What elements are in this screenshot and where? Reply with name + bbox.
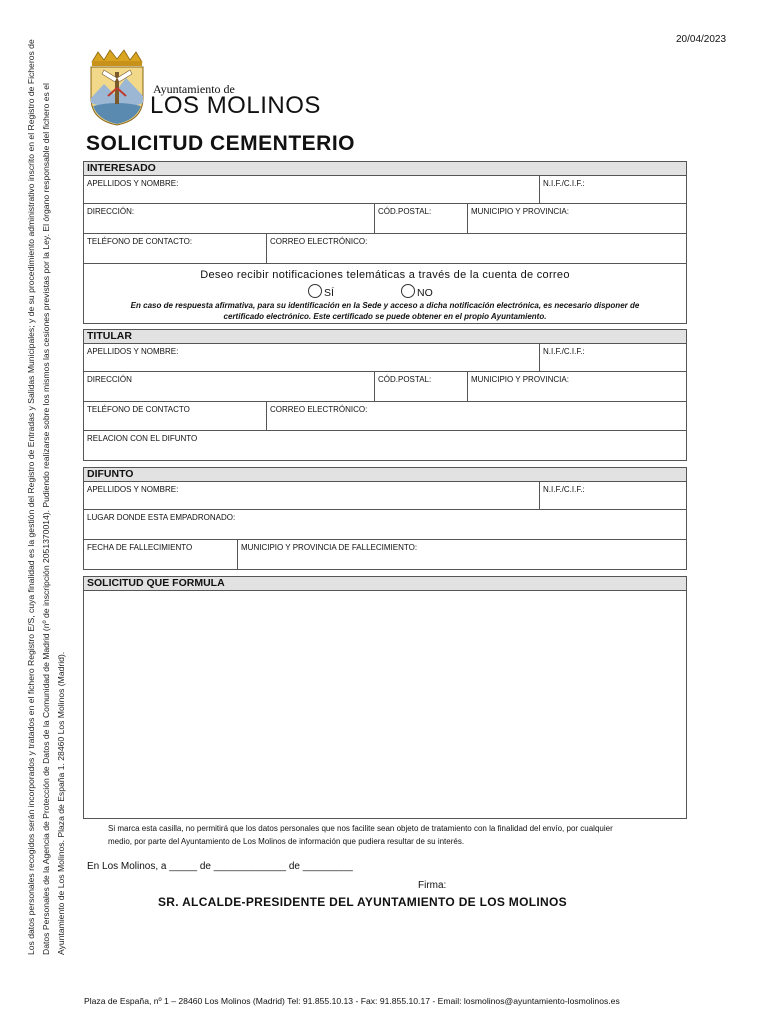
field-label: MUNICIPIO Y PROVINCIA DE FALLECIMIENTO: <box>241 543 418 552</box>
telefono-field[interactable] <box>84 234 266 263</box>
field-label: N.I.F./C.I.F.: <box>543 179 585 188</box>
field-label: APELLIDOS Y NOMBRE: <box>87 179 179 188</box>
option-si[interactable] <box>308 284 334 299</box>
correo-field[interactable] <box>266 234 686 263</box>
field-label: DIRECCIÓN: <box>87 207 135 216</box>
field-label: MUNICIPIO Y PROVINCIA: <box>471 375 569 384</box>
place-date-line[interactable]: En Los Molinos, a _____ de _____________ de _________ <box>87 861 353 872</box>
option-label: NO <box>417 287 433 299</box>
row-contacto <box>84 234 686 264</box>
row-contacto <box>84 402 686 431</box>
option-label: SÍ <box>324 287 334 299</box>
field-label: FECHA DE FALLECIMIENTO <box>87 543 193 552</box>
row-nombre <box>84 176 686 204</box>
nif-field[interactable] <box>539 176 686 203</box>
field-label: APELLIDOS Y NOMBRE: <box>87 347 179 356</box>
section-solicitud <box>83 576 687 819</box>
addressee: SR. ALCALDE-PRESIDENTE DEL AYUNTAMIENTO DE LOS MOLINOS <box>158 895 567 909</box>
row-relacion <box>84 431 686 461</box>
section-header: INTERESADO <box>84 162 686 176</box>
option-no[interactable] <box>401 284 433 299</box>
nif-field[interactable] <box>539 482 686 509</box>
lugar-field[interactable] <box>84 510 686 539</box>
row-direccion <box>84 204 686 234</box>
privacy-line: medio, por parte del Ayuntamiento de Los Molinos de información que pudiera resultar de su interés. <box>108 837 465 846</box>
coat-of-arms-logo <box>86 48 148 126</box>
note-line: En caso de respuesta afirmativa, para su identificación en la Sede y acceso a dicha notificación electrónica, es necesario disponer de <box>130 301 640 310</box>
nombre-field[interactable] <box>84 344 539 371</box>
form-title: SOLICITUD CEMENTERIO <box>86 132 356 155</box>
field-label: DIRECCIÓN <box>87 375 132 384</box>
field-label: MUNICIPIO Y PROVINCIA: <box>471 207 569 216</box>
section-header: SOLICITUD QUE FORMULA <box>84 577 686 591</box>
field-label: RELACION CON EL DIFUNTO <box>87 434 198 443</box>
cp-field[interactable] <box>374 204 467 233</box>
cp-field[interactable] <box>374 372 467 401</box>
nombre-field[interactable] <box>84 176 539 203</box>
municipio-field[interactable] <box>467 204 686 233</box>
field-label: N.I.F./C.I.F.: <box>543 485 585 494</box>
field-label: TELÉFONO DE CONTACTO: <box>87 237 193 246</box>
row-fallecimiento <box>84 540 686 570</box>
direccion-field[interactable] <box>84 204 374 233</box>
org-prefix: Ayuntamiento de <box>153 82 235 96</box>
municipio-field[interactable] <box>467 372 686 401</box>
radio-no[interactable] <box>401 284 415 298</box>
nif-field[interactable] <box>539 344 686 371</box>
section-difunto <box>83 467 687 570</box>
fecha-field[interactable] <box>84 540 237 570</box>
privacy-line: Si marca esta casilla, no permitirá que los datos personales que nos facilite sean objeto de tratamiento con la finalidad del envío, por cualquier <box>108 824 613 833</box>
municipio-field[interactable] <box>237 540 686 570</box>
signature-label: Firma: <box>418 880 447 891</box>
direccion-field[interactable] <box>84 372 374 401</box>
privacy-optout-text <box>108 822 698 848</box>
radio-si[interactable] <box>308 284 322 298</box>
certificate-note <box>84 300 686 322</box>
section-interesado <box>83 161 687 324</box>
section-header: TITULAR <box>84 330 686 344</box>
section-header: DIFUNTO <box>84 468 686 482</box>
relacion-field[interactable] <box>84 431 686 461</box>
row-lugar <box>84 510 686 540</box>
field-label: CÓD.POSTAL: <box>378 207 432 216</box>
row-direccion <box>84 372 686 402</box>
row-notificaciones <box>84 264 686 324</box>
note-line: certificado electrónico. Este certificado se puede obtener en el propio Ayuntamiento. <box>223 312 547 321</box>
section-titular <box>83 329 687 461</box>
field-label: N.I.F./C.I.F.: <box>543 347 585 356</box>
telefono-field[interactable] <box>84 402 266 430</box>
nombre-field[interactable] <box>84 482 539 509</box>
notification-question: Deseo recibir notificaciones telemáticas a través de la cuenta de correo <box>200 269 570 281</box>
field-label: CÓD.POSTAL: <box>378 375 432 384</box>
document-date: 20/04/2023 <box>676 34 727 45</box>
row-nombre <box>84 344 686 372</box>
data-protection-notice: Los datos personales recogidos serán incorporados y tratados en el fichero Registro E/S, cuya finalidad es la gestión del Registro de Entradas y Salidas Municipales; y de su procedimiento administrativo inscrito en el Registro de Ficheros de Datos Personales de la Agencia de Protección de Datos de la Comunidad de Madrid (nº de inscripción 2051370014). Pudiendo realizarse sobre los mismos las cesiones previstas por la Ley. El órgano responsable del fichero es el Ayuntamiento de Los Molinos. Plaza de España 1. 28460 Los Molinos (Madrid). <box>26 39 66 955</box>
footer-contact: Plaza de España, nº 1 – 28460 Los Molinos (Madrid) Tel: 91.855.10.13 - Fax: 91.855.10.17 - Email: losmolinos@ayuntamiento-losmolinos.es <box>84 996 620 1006</box>
field-label: LUGAR DONDE ESTA EMPADRONADO: <box>87 513 236 522</box>
field-label: CORREO ELECTRÓNICO: <box>270 405 368 414</box>
field-label: CORREO ELECTRÓNICO: <box>270 237 368 246</box>
row-nombre <box>84 482 686 510</box>
solicitud-textarea[interactable] <box>84 591 686 818</box>
org-name: LOS MOLINOS <box>150 92 321 119</box>
field-label: APELLIDOS Y NOMBRE: <box>87 485 179 494</box>
correo-field[interactable] <box>266 402 686 430</box>
field-label: TELÉFONO DE CONTACTO <box>87 405 190 414</box>
